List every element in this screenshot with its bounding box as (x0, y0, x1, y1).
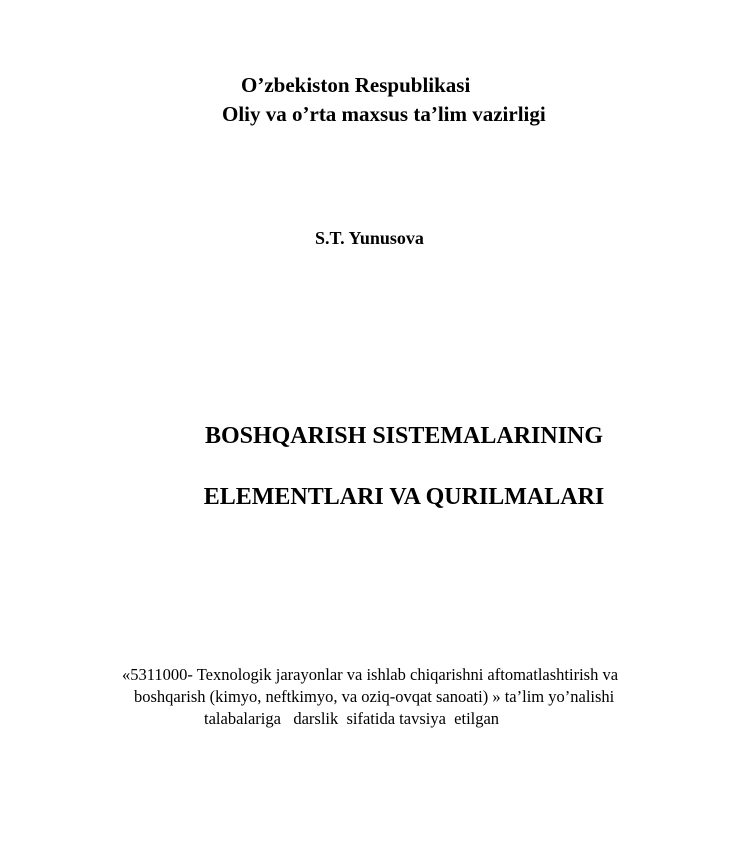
country-name: O’zbekiston Respublikasi (241, 73, 471, 97)
author-name: S.T. Yunusova (315, 228, 424, 248)
book-title-line-2: ELEMENTLARI VA QURILMALARI (203, 484, 605, 510)
recommendation-line-2: boshqarish (kimyo, neftkimyo, va oziq-ovqat sanoati) » ta’lim yo’nalishi (134, 687, 615, 706)
ministry-name: Oliy va o’rta maxsus ta’lim vazirligi (222, 102, 546, 126)
recommendation-line-3: talabalariga darslik sifatida tavsiya etilgan (204, 709, 500, 728)
book-title-line-1: BOSHQARISH SISTEMALARINING (204, 423, 604, 449)
recommendation-line-1: «5311000- Texnologik jarayonlar va ishlab chiqarishni aftomatlashtirish va (122, 665, 619, 684)
